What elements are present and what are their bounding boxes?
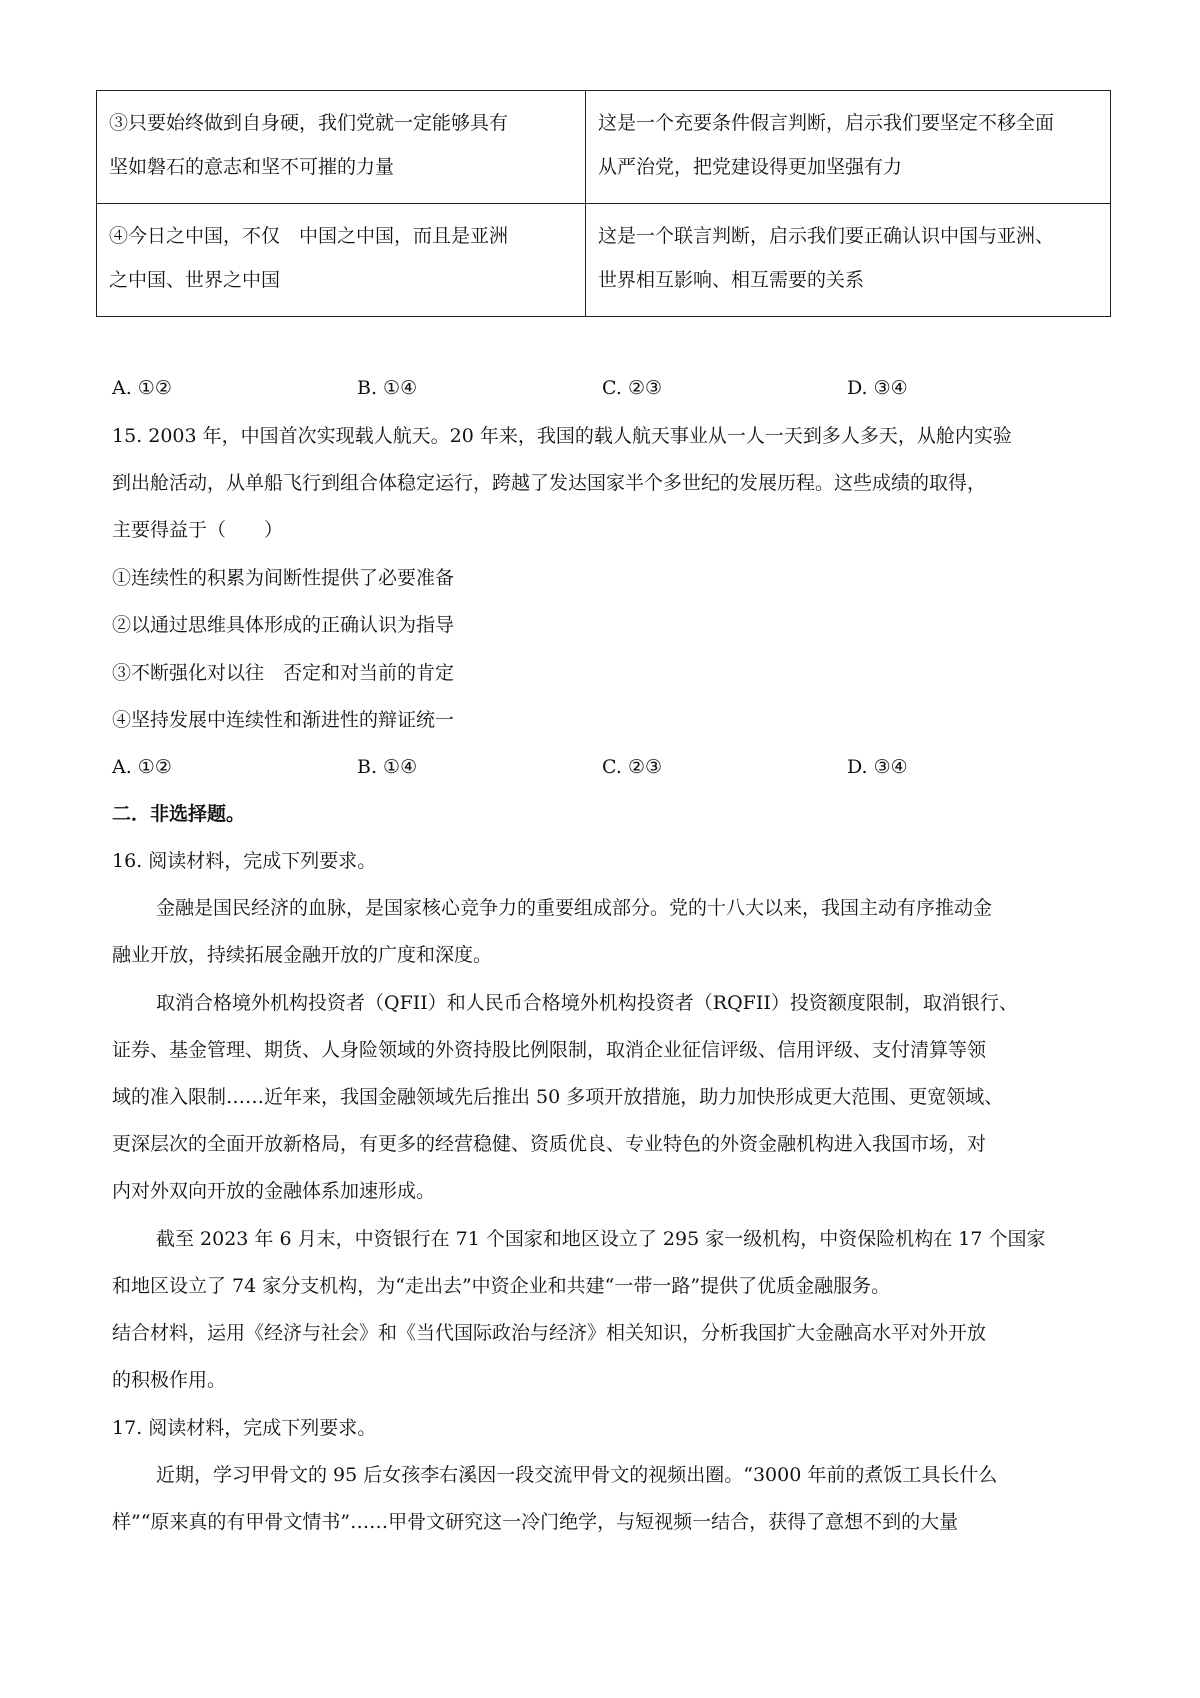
q15-choice-4: ④坚持发展中连续性和渐进性的辩证统一 bbox=[112, 709, 455, 731]
option-d[interactable]: D. ③④ bbox=[847, 377, 908, 399]
q15-stem-line: 主要得益于（ ） bbox=[112, 519, 284, 541]
table-row bbox=[97, 204, 1111, 317]
option-c[interactable]: C. ②③ bbox=[602, 756, 663, 778]
analysis-cell bbox=[586, 91, 1111, 204]
q16-stem: 16. 阅读材料，完成下列要求。 bbox=[112, 850, 377, 872]
option-a[interactable]: A. ①② bbox=[112, 377, 172, 399]
analysis-line: 世界相互影响、相互需要的关系 bbox=[598, 269, 865, 291]
q16-para1-line: 融业开放，持续拓展金融开放的广度和深度。 bbox=[112, 944, 493, 966]
q17-stem: 17. 阅读材料，完成下列要求。 bbox=[112, 1417, 377, 1439]
analysis-line: 这是一个充要条件假言判断，启示我们要坚定不移全面 bbox=[598, 112, 1055, 134]
q16-para3-line: 截至 2023 年 6 月末，中资银行在 71 个国家和地区设立了 295 家一级机构，中资保险机构在 17 个国家 bbox=[156, 1228, 1046, 1250]
q16-para2-line: 证券、基金管理、期货、人身险领域的外资持股比例限制，取消企业征信评级、信用评级、支付清算等领 bbox=[112, 1039, 987, 1061]
q15-options bbox=[112, 752, 1112, 782]
statement-cell bbox=[97, 204, 586, 317]
statement-line: 坚如磐石的意志和坚不可摧的力量 bbox=[109, 156, 395, 178]
q14-options bbox=[112, 373, 1112, 403]
table-row bbox=[97, 91, 1111, 204]
q17-para1-line: 近期，学习甲骨文的 95 后女孩李右溪因一段交流甲骨文的视频出圈。“3000 年前的煮饭工具长什么 bbox=[156, 1464, 998, 1486]
analysis-line: 这是一个联言判断，启示我们要正确认识中国与亚洲、 bbox=[598, 225, 1055, 247]
q17-para1-line: 样”“原来真的有甲骨文情书”……甲骨文研究这一冷门绝学，与短视频一结合，获得了意想不到的大量 bbox=[112, 1511, 959, 1533]
option-b[interactable]: B. ①④ bbox=[357, 377, 418, 399]
statement-line: 之中国、世界之中国 bbox=[109, 269, 281, 291]
analysis-cell bbox=[586, 204, 1111, 317]
q16-para3-line: 和地区设立了 74 家分支机构，为“走出去”中资企业和共建“一带一路”提供了优质金融服务。 bbox=[112, 1275, 891, 1297]
q15-stem-line: 15. 2003 年，中国首次实现载人航天。20 年来，我国的载人航天事业从一人一天到多人多天，从舱内实验 bbox=[112, 425, 1012, 447]
q16-para1-line: 金融是国民经济的血脉，是国家核心竞争力的重要组成部分。党的十八大以来，我国主动有序推动金 bbox=[156, 897, 993, 919]
q15-stem-line: 到出舱活动，从单船飞行到组合体稳定运行，跨越了发达国家半个多世纪的发展历程。这些成绩的取得， bbox=[112, 472, 987, 494]
q16-para2-line: 域的准入限制……近年来，我国金融领域先后推出 50 多项开放措施，助力加快形成更大范围、更宽领域、 bbox=[112, 1086, 1004, 1108]
option-b[interactable]: B. ①④ bbox=[357, 756, 418, 778]
statement-line: ④今日之中国，不仅 中国之中国，而且是亚洲 bbox=[109, 225, 509, 247]
section-title: 二．非选择题。 bbox=[112, 803, 246, 825]
q15-choice-2: ②以通过思维具体形成的正确认识为指导 bbox=[112, 614, 455, 636]
q15-choice-3: ③不断强化对以往 否定和对当前的肯定 bbox=[112, 662, 455, 684]
q16-para2-line: 取消合格境外机构投资者（QFII）和人民币合格境外机构投资者（RQFII）投资额度限制，取消银行、 bbox=[156, 992, 1018, 1014]
q16-para2-line: 更深层次的全面开放新格局，有更多的经营稳健、资质优良、专业特色的外资金融机构进入我国市场，对 bbox=[112, 1133, 987, 1155]
q16-question-line: 的积极作用。 bbox=[112, 1369, 227, 1391]
option-d[interactable]: D. ③④ bbox=[847, 756, 908, 778]
option-a[interactable]: A. ①② bbox=[112, 756, 172, 778]
q16-question-line: 结合材料，运用《经济与社会》和《当代国际政治与经济》相关知识，分析我国扩大金融高水平对外开放 bbox=[112, 1322, 987, 1344]
q15-choice-1: ①连续性的积累为间断性提供了必要准备 bbox=[112, 567, 455, 589]
option-c[interactable]: C. ②③ bbox=[602, 377, 663, 399]
statement-table bbox=[96, 90, 1111, 317]
statement-line: ③只要始终做到自身硬，我们党就一定能够具有 bbox=[109, 112, 509, 134]
q16-para2-line: 内对外双向开放的金融体系加速形成。 bbox=[112, 1180, 436, 1202]
analysis-line: 从严治党，把党建设得更加坚强有力 bbox=[598, 156, 903, 178]
statement-cell bbox=[97, 91, 586, 204]
